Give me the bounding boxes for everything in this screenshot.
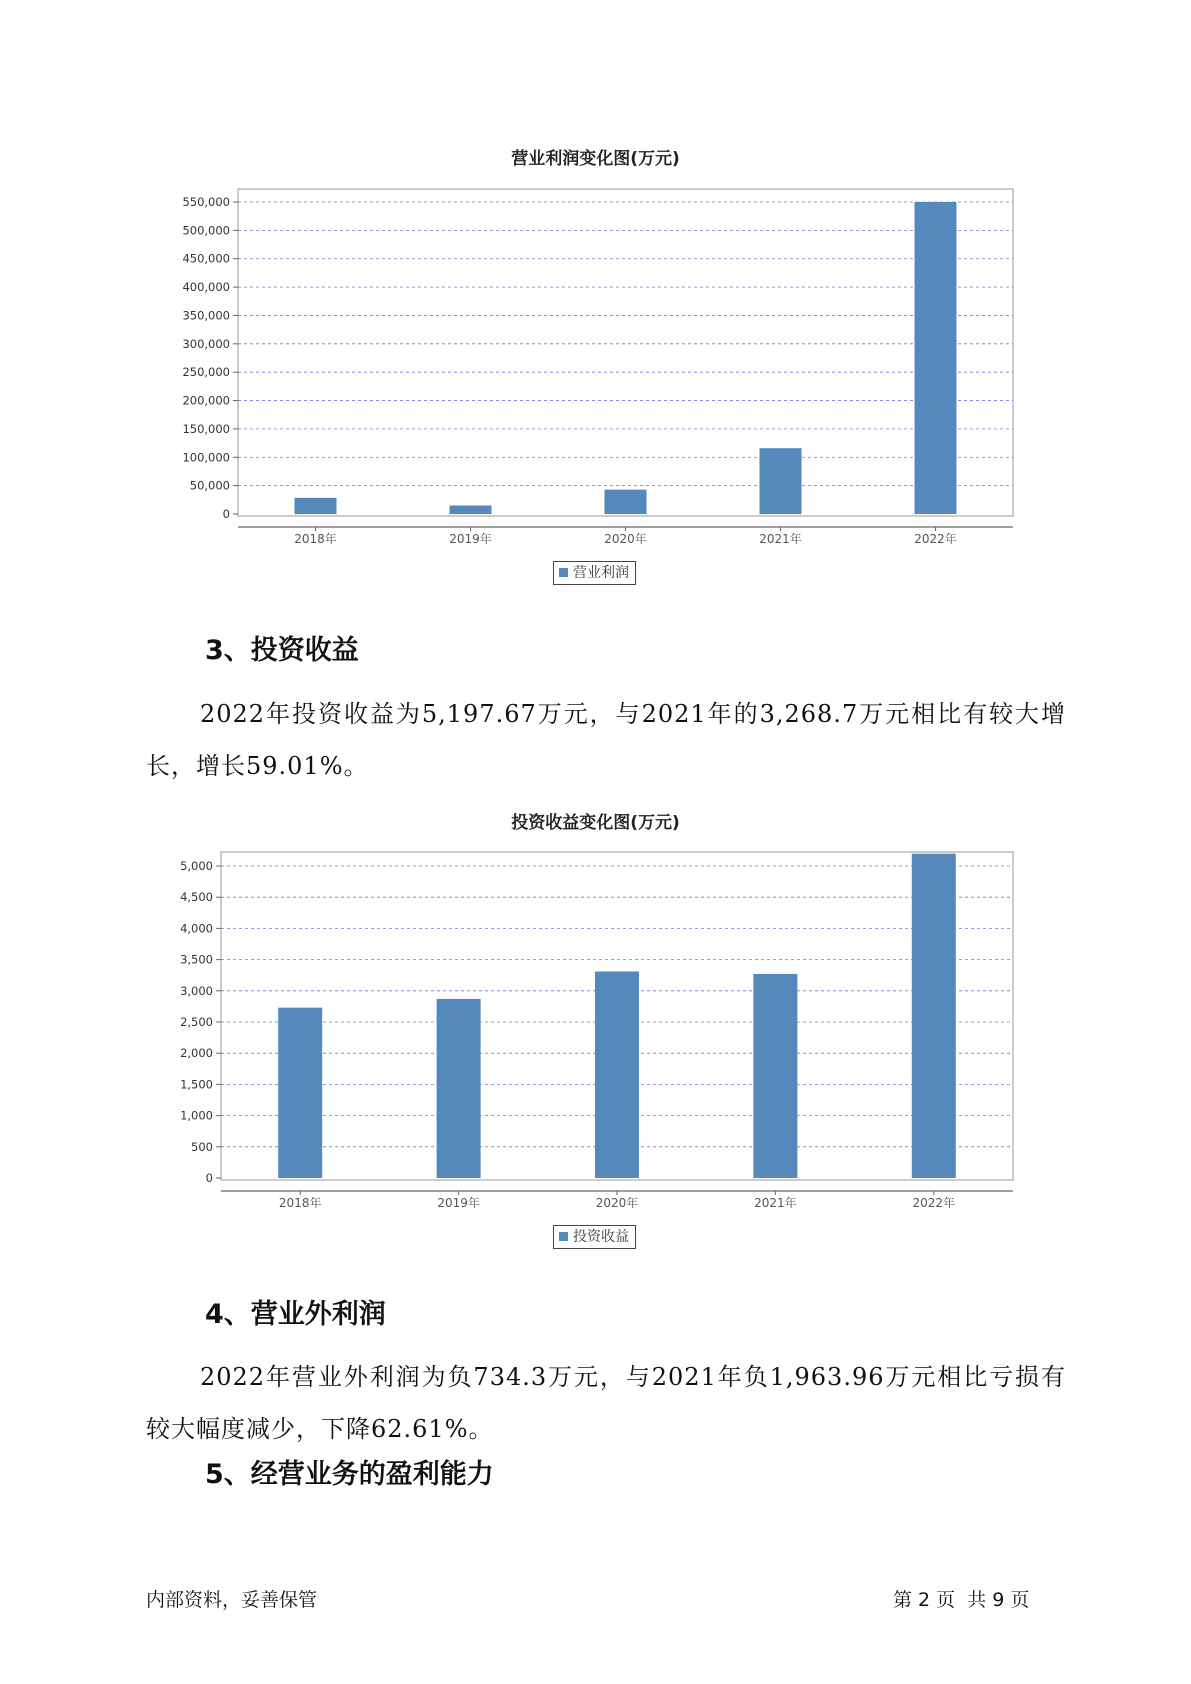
- chart-title: 营业利润变化图(万元): [511, 149, 680, 169]
- y-tick-label: 400,000: [182, 280, 230, 295]
- y-tick-label: 300,000: [182, 336, 230, 351]
- section-heading-investment-income: 3、投资收益: [205, 635, 359, 666]
- y-tick-label: 1,000: [180, 1108, 213, 1123]
- y-tick-label: 4,500: [180, 890, 213, 905]
- bar: [437, 999, 481, 1178]
- y-tick-label: 2,000: [180, 1046, 213, 1061]
- section-paragraph-investment-income: 2022年投资收益为5,197.67万元，与2021年的3,268.7万元相比有较大增长，增长59.01%。: [146, 700, 1066, 780]
- legend-label: 投资收益: [573, 1229, 629, 1245]
- y-tick-label: 2,500: [180, 1015, 213, 1029]
- y-tick-label: 0: [205, 1171, 213, 1185]
- legend-label: 营业利润: [573, 565, 629, 581]
- x-tick-label: 2020年: [604, 532, 647, 546]
- y-tick-label: 550,000: [182, 195, 230, 209]
- y-tick-label: 50,000: [189, 478, 230, 493]
- section-paragraph-non-operating-profit: 2022年营业外利润为负734.3万元，与2021年负1,963.96万元相比亏损有较大幅度减少，下降62.61%。: [146, 1363, 1066, 1443]
- x-tick-label: 2020年: [595, 1196, 639, 1210]
- y-tick-label: 250,000: [182, 365, 230, 380]
- y-tick-label: 1,500: [180, 1077, 213, 1092]
- x-tick-label: 2018年: [278, 1196, 322, 1210]
- chart-legend: [553, 1225, 636, 1249]
- section-heading-operating-profitability: 5、经营业务的盈利能力: [205, 1459, 494, 1490]
- x-tick-label: 2022年: [912, 1196, 956, 1210]
- y-tick-label: 500,000: [182, 223, 230, 238]
- y-tick-label: 5,000: [180, 859, 213, 873]
- x-tick-label: 2022年: [914, 532, 957, 546]
- x-tick-label: 2019年: [449, 532, 492, 546]
- y-tick-label: 500: [191, 1139, 213, 1154]
- bar: [753, 974, 797, 1178]
- y-tick-label: 100,000: [182, 450, 230, 465]
- y-tick-label: 450,000: [182, 251, 230, 266]
- y-tick-label: 3,000: [180, 983, 213, 998]
- bar: [912, 854, 956, 1178]
- x-tick-label: 2019年: [437, 1196, 480, 1210]
- chart-title: 投资收益变化图(万元): [511, 813, 680, 833]
- y-tick-label: 4,000: [180, 921, 213, 936]
- x-tick-label: 2021年: [754, 1196, 797, 1210]
- x-tick-label: 2021年: [759, 532, 802, 546]
- y-tick-label: 0: [222, 507, 230, 521]
- section-heading-non-operating-profit: 4、营业外利润: [205, 1299, 386, 1330]
- y-tick-label: 350,000: [182, 308, 230, 323]
- bar: [278, 1008, 322, 1178]
- x-tick-label: 2018年: [294, 532, 337, 546]
- y-tick-label: 200,000: [182, 393, 230, 408]
- y-tick-label: 3,500: [180, 952, 213, 967]
- y-tick-label: 150,000: [182, 421, 230, 436]
- bar: [595, 971, 639, 1178]
- footer-confidential-note: 内部资料，妥善保管: [146, 1589, 318, 1611]
- legend-swatch: [559, 1232, 568, 1241]
- footer-page-number: 第 2 页 共 9 页: [893, 1589, 1030, 1611]
